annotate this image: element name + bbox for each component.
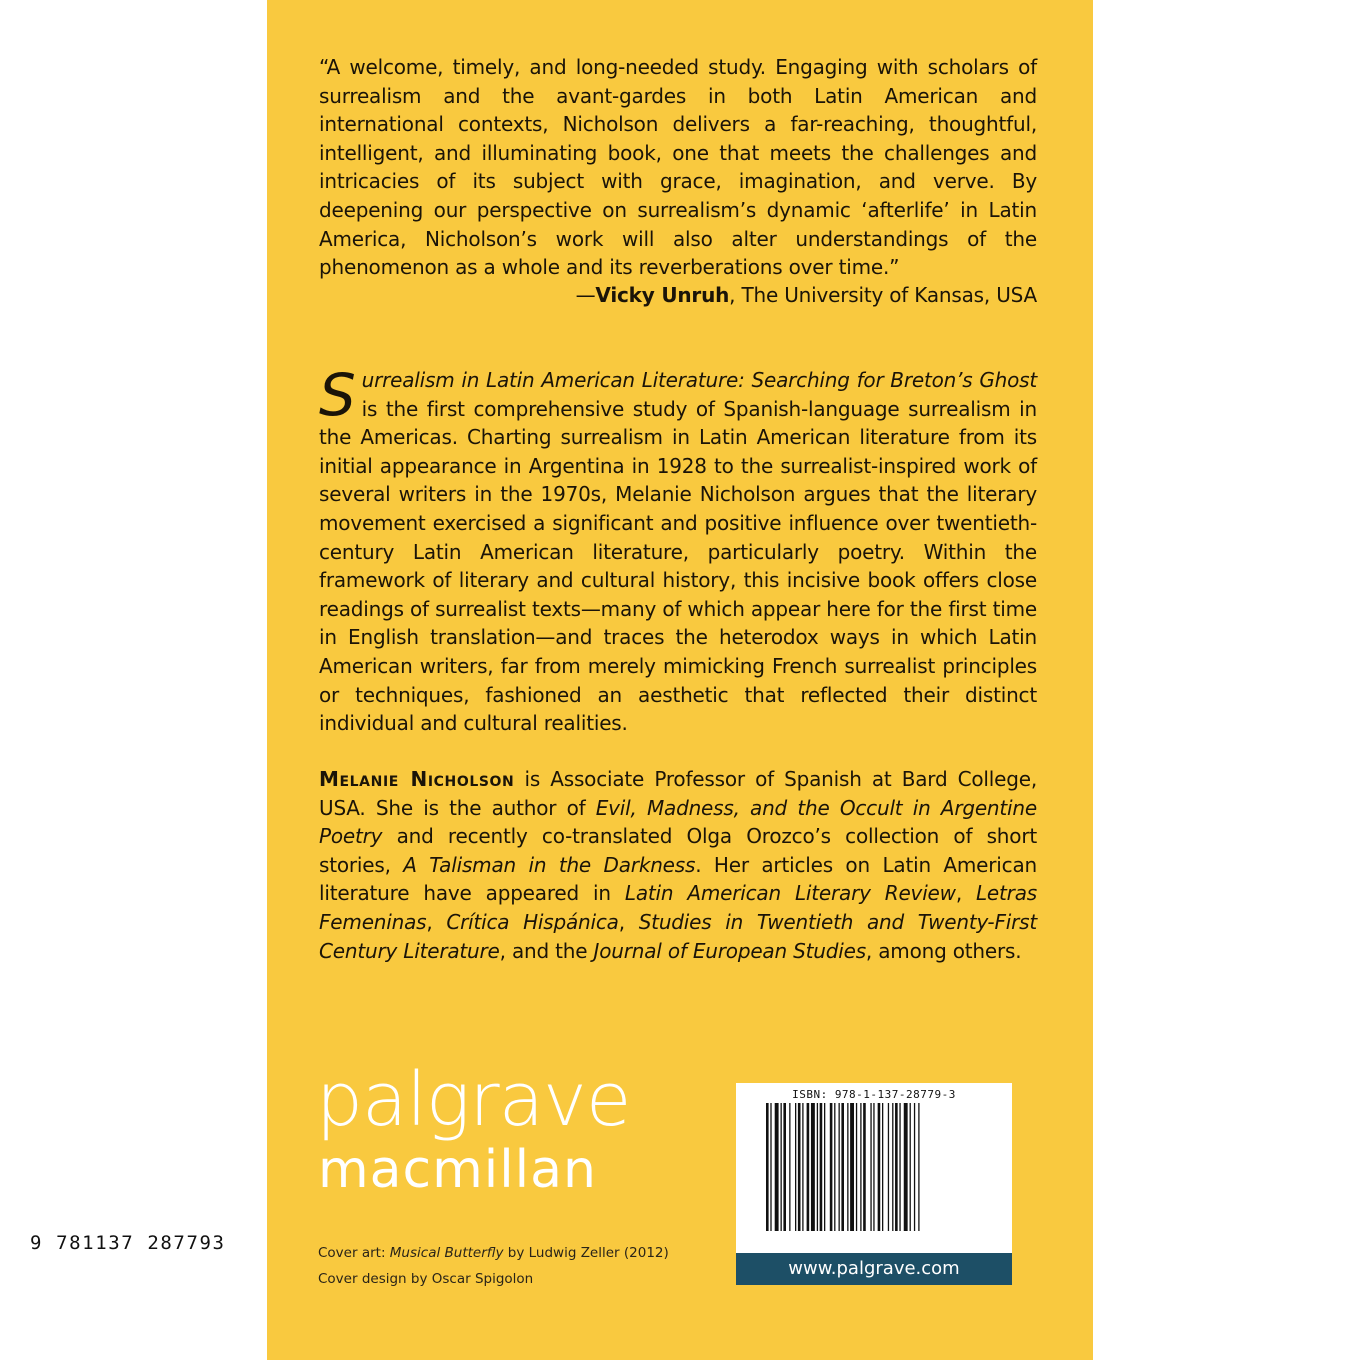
bio-text: is Associate Professor of Spanish at Bard College, USA. She is the author of [319,767,1037,820]
reviewer-name: Vicky Unruh [595,283,730,307]
barcode-icon [766,1103,966,1241]
bio-separator: , [955,881,976,906]
review-quote-text: “A welcome, timely, and long-needed study. Engaging with scholars of surrealism and the avant-gardes in both Latin American and international contexts, Nicholson delivers a far-reaching, thoughtful, intelligent, and illuminating book, one that meets the challenges and intricacies of its subject with grace, imagination, and verve. By deepening our perspective on surrealism’s dynamic ‘afterlife’ in Latin America, Nicholson’s work will also alter understandings of the phenomenon as a whole and its reverberations over time.” [319,55,1037,280]
barcode-number: 9 781137 287793 [30,1232,226,1254]
attribution-dash: — [575,283,596,307]
cover-design-credit: Cover design by Oscar Spigolon [318,1271,534,1287]
bio-journal: Studies in Twentieth and Twenty-First Century Literature [319,909,1037,963]
publisher-logo-palgrave: palgrave [316,1057,631,1143]
book-title: urrealism in Latin American Literature: Searching for Breton’s Ghost [361,368,1037,392]
artwork-title: Musical Butterfly [389,1245,504,1261]
bio-text: . Her articles on Latin American literature have appeared in [319,852,1037,906]
bio-separator: , [426,909,447,934]
bio-book-title: Evil, Madness, and the Occult in Argentine Poetry [319,795,1037,849]
credit-prefix: Cover art: [318,1245,390,1261]
book-description [319,361,1037,738]
bio-text: , among others. [865,938,1022,963]
barcode-panel [736,1083,1012,1285]
description-body: is the first comprehensive study of Spanish-language surrealism in the Americas. Charting surrealism in Latin American literature from its initial appearance in Argentina in 1928 to the surrealist-inspired work of several writers in the 1970s, Melanie Nicholson argues that the literary movement exercised a significant and positive influence over twentieth-century Latin American literature, particularly poetry. Within the framework of literary and cultural history, this incisive book offers close readings of surrealist texts—many of which appear here for the first time in English translation—and traces the heterodox ways in which Latin American writers, far from merely mimicking French surrealist principles or techniques, fashioned an aesthetic that reflected their distinct individual and cultural realities. [319,396,1037,736]
bio-text: , and the [499,938,594,963]
bio-journal: Crítica Hispánica [446,909,619,934]
review-quote [319,53,1037,282]
publisher-url: www.palgrave.com [736,1253,1012,1285]
reviewer-affiliation: , The University of Kansas, USA [729,283,1037,307]
review-attribution [319,281,1037,310]
bio-journal: Journal of European Studies [593,938,866,963]
bio-separator: , [618,909,639,934]
author-bio [319,765,1037,965]
author-name: Melanie Nicholson [319,767,515,791]
publisher-logo-macmillan: macmillan [318,1140,597,1200]
credit-suffix: by Ludwig Zeller (2012) [503,1245,669,1261]
bio-journal: Letras Femeninas [319,881,1037,934]
cover-art-credit [318,1245,669,1261]
bio-journal: Latin American Literary Review [624,881,956,906]
bio-book-title: A Talisman in the Darkness [403,852,696,877]
isbn-label: ISBN: 978-1-137-28779-3 [792,1088,956,1101]
drop-cap: S [319,361,356,429]
bio-text: and recently co-translated Olga Orozco’s collection of short stories, [319,824,1037,877]
